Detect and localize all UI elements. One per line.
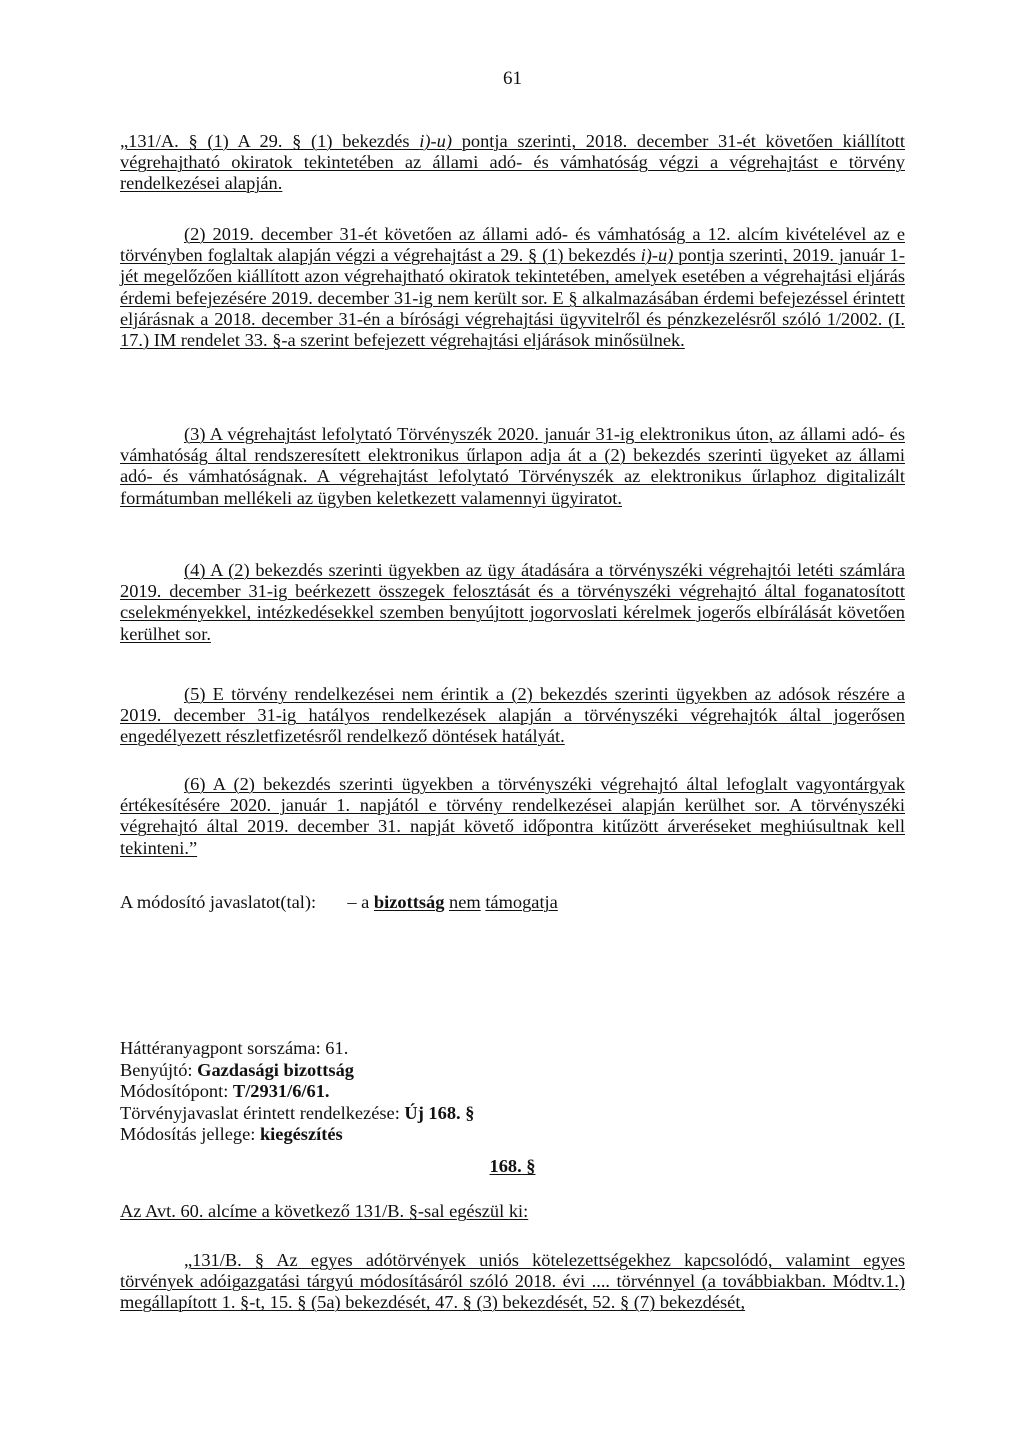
meta-background-item: [120, 1038, 905, 1060]
meta-label: Háttéranyagpont sorszáma:: [120, 1038, 326, 1058]
text-run: pontja szerinti, 2018. december 31-ét követően kiállított végrehajtható okiratok tekintetében az állami adó- és vámhatóság végzi a végrehajtást e törvény rendelkezései alapján.: [120, 131, 905, 194]
paragraph-131a-3: (3) A végrehajtást lefolytató Törvényszék 2020. január 31-ig elektronikus úton, az állami adó- és vámhatóság által rendszeresített elektronikus űrlapon adja át a (2) bekezdés szerinti ügyeket az állami adó- és vámhatóságnak. A végrehajtást lefolytató Törvényszék az elektronikus űrlaphoz digitalizált formátumban mellékeli az ügyben keletkezett valamennyi ügyiratot.: [120, 424, 905, 508]
opinion-label: A módosító javaslatot(tal):: [120, 892, 317, 912]
text-run-italic: i)-u): [419, 131, 452, 151]
meta-amendment-type: [120, 1124, 905, 1146]
section-intro: Az Avt. 60. alcíme a következő 131/B. §-sal egészül ki:: [120, 1201, 529, 1221]
section-title: 168. §: [489, 1156, 536, 1176]
page-number: 61: [503, 68, 522, 89]
opinion-committee: bizottság: [373, 892, 445, 912]
paragraph-131a-2: [120, 224, 905, 351]
opinion-not: nem: [449, 892, 481, 912]
paragraph-131a-6: (6) A (2) bekezdés szerinti ügyekben a törvényszéki végrehajtó által lefoglalt vagyontárgyak értékesítésére 2020. január 1. napjától e törvény rendelkezései alapján kerülhet sor. A törvényszéki végrehajtó által 2019. december 31. napját követő időpontra kitűzött árveréseket meghiúsultnak kell tekinteni.”: [120, 774, 905, 858]
opinion-dash: – a: [347, 892, 374, 912]
meta-amendment-point: [120, 1081, 905, 1103]
meta-label: Törvényjavaslat érintett rendelkezése:: [120, 1102, 405, 1123]
text-run: pontja szerinti, 2019. január 1-jét megelőzően kiállított azon végrehajtható okiratok tekintetében, amelyek esetében a végrehajtási eljárás érdemi befejezésére 2019. december 31-ig nem került sor. E § alkalmazásában érdemi befejezéssel érintett eljárásnak a 2018. december 31-én a bírósági végrehajtási ügyvitelről és pénzkezelésről szóló 1/2002. (I. 17.) IM rendelet 33. §-a szerint befejezett végrehajtási eljárások minősülnek.: [120, 245, 905, 351]
meta-submitter: [120, 1060, 905, 1082]
meta-value: Gazdasági bizottság: [197, 1059, 354, 1080]
meta-value: kiegészítés: [259, 1124, 343, 1144]
paragraph-131a-4: (4) A (2) bekezdés szerinti ügyekben az ügy átadására a törvényszéki végrehajtói letéti számlára 2019. december 31-ig beérkezett összegek felosztását és a törvényszéki végrehajtó által foganatosított cselekményekkel, intézkedésekkel szemben benyújtott jogorvoslati kérelmek jogerős elbírálását követően kerülhet sor.: [120, 560, 905, 644]
text-run: „131/A. § (1) A 29. § (1) bekezdés: [120, 131, 420, 151]
meta-label: Módosítópont:: [120, 1081, 233, 1101]
text-run: (2) 2019. december 31-ét követően az állami adó- és vámhatóság a 12. alcím kivételével az e törvényben foglaltak alapján végzi a végrehajtást a 29. § (1) bekezdés: [120, 224, 905, 266]
meta-value: 61.: [325, 1038, 349, 1058]
meta-label: Módosítás jellege:: [120, 1124, 260, 1144]
paragraph-131b: „131/B. § Az egyes adótörvények uniós kötelezettségekhez kapcsolódó, valamint egyes törvények adóigazgatási tárgyú módosításáról szóló 2018. évi .... törvénnyel (a továbbiakban. Módtv.1.) megállapított 1. §-t, 15. § (5a) bekezdését, 47. § (3) bekezdését, 52. § (7) bekezdését,: [120, 1250, 905, 1313]
meta-label: Benyújtó:: [120, 1059, 198, 1080]
meta-value: Új 168. §: [404, 1102, 475, 1123]
opinion-support: támogatja: [485, 892, 558, 912]
opinion-line: [120, 892, 905, 913]
metadata-block: [120, 1038, 905, 1146]
paragraph-131a-1: [120, 131, 905, 195]
meta-affected-provision: [120, 1103, 905, 1125]
text-run-italic: i)-u): [640, 245, 674, 266]
paragraph-131a-5: (5) E törvény rendelkezései nem érintik a (2) bekezdés szerinti ügyekben az adósok részére a 2019. december 31-ig hatályos rendelkezések alapján a törvényszéki végrehajtók által jogerősen engedélyezett részletfizetésről rendelkező döntések hatályát.: [120, 684, 905, 747]
meta-value: T/2931/6/61.: [232, 1081, 330, 1101]
